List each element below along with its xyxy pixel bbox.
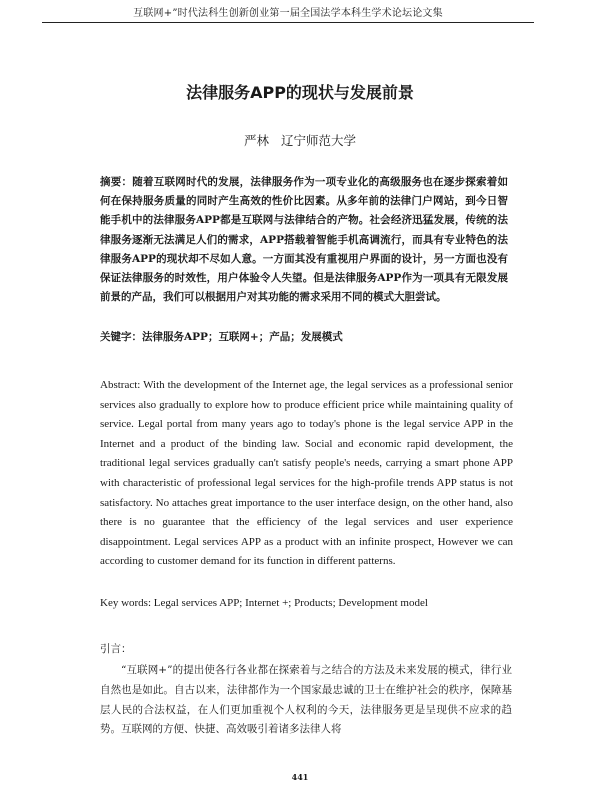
- chinese-abstract-label: 摘要：: [100, 176, 133, 188]
- running-header: 互联网+”时代法科生创新创业第一届全国法学本科生学术论坛论文集: [42, 4, 534, 23]
- chinese-keywords: [100, 329, 508, 344]
- paper-title: 法律服务APP的现状与发展前景: [186, 83, 414, 102]
- page-number: 441: [291, 772, 309, 782]
- english-keywords: Key words: Legal services APP; Internet +; Products; Development model: [100, 597, 428, 609]
- introduction-body: “互联网+”的提出使各行各业都在探索着与之结合的方法及未来发展的模式，律行业自然也是如此。自古以来，法律都作为一个国家最忠诚的卫士在维护社会的秩序，保障基层人民的合法权益，在人们更加重视个人权利的今天，法律服务更是呈现供不应求的趋势。互联网的方便、快捷、高效吸引着诸多法律人将: [100, 664, 512, 736]
- chinese-keywords-label: 关键字：: [100, 331, 142, 343]
- introduction-heading: 引言：: [100, 643, 132, 655]
- chinese-abstract: [100, 173, 508, 307]
- english-abstract: Abstract: With the development of the Internet age, the legal services as a professional senior services also gradually to explore how to produce efficient price while maintaining quality of service. Legal portal from many years ago to today's phone is the legal service APP in the Internet and a product of the binding law. Social and economic rapid development, the traditional legal services gradually can't satisfy people's needs, carrying a smart phone APP with characteristic of professional legal services for the high-profile trends APP status is not satisfactory. No attaches great importance to the user interface design, on the other hand, also there is no guarantee that the efficiency of the legal services and user experience disappointment. Legal services APP as a product with an infinite prospect, However we can according to customer demand for its function in different patterns.: [100, 379, 513, 568]
- author-line: 严林 辽宁师范大学: [244, 133, 356, 148]
- chinese-keywords-text: 法律服务APP；互联网+；产品；发展模式: [142, 331, 343, 343]
- chinese-abstract-text: 随着互联网时代的发展，法律服务作为一项专业化的高级服务也在逐步探索着如何在保持服务质量的同时产生高效的性价比因素。从多年前的法律门户网站，到今日智能手机中的法律服务APP都是互联网与法律结合的产物。社会经济迅猛发展，传统的法律服务逐渐无法满足人们的需求，APP搭载着智能手机高调流行，而具有专业特色的法律服务APP的现状却不尽如人意。一方面其没有重视用户界面的设计，另一方面也没有保证法律服务的时效性，用户体验令人失望。但是法律服务APP作为一项具有无限发展前景的产品，我们可以根据用户对其功能的需求采用不同的模式大胆尝试。: [100, 176, 509, 304]
